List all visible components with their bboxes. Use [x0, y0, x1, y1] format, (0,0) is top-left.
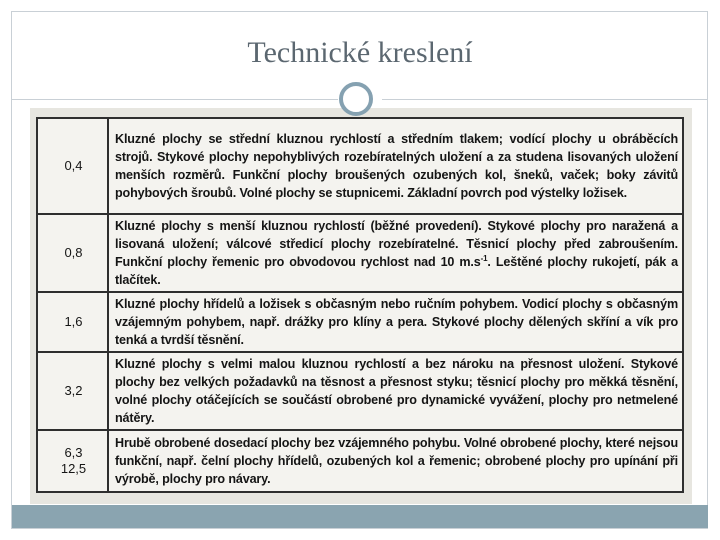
- title-divider-left: [11, 99, 338, 100]
- usage-description: Hrubě obrobené dosedací plochy bez vzájemného pohybu. Volné obrobené plochy, které nejsou funkční, např. čelní plochy hřídelů, ozubených kol a řemenic; obrobené plochy pro upínání při výrobě, plochy pro návary.: [108, 430, 683, 492]
- circle-ornament-icon: [339, 82, 373, 116]
- usage-description: Kluzné plochy se střední kluznou rychlostí a středním tlakem; vodící plochy u obráběcích strojů. Stykové plochy nepohyblivých rozebíratelných uložení a za studena lisovaných uložení menších rozměrů. Funkční plochy broušených ozubených kol, šneků, vaček; boky závitů pohybových šroubů. Volné plochy se stupnicemi. Základní povrch pod výstelky ložisek.: [108, 118, 683, 214]
- roughness-value-cell: [37, 118, 108, 214]
- roughness-value-cell: [37, 352, 108, 430]
- unit-exponent: -1: [480, 253, 488, 263]
- roughness-table: [36, 117, 684, 493]
- usage-description: [108, 214, 683, 292]
- footer-bar: [12, 505, 708, 528]
- usage-description: Kluzné plochy s velmi malou kluznou rychlostí a bez nároku na přesnost uložení. Stykové plochy bez velkých požadavků na těsnost a přesnost styku; těsnicí plochy pro měkká těsnění, volné plochy otáčejících se součástí obrobené pro dynamické vyvážení, plochy pro netmelené nátěry.: [108, 352, 683, 430]
- table-row: [37, 352, 683, 430]
- slide-title: Technické kreslení: [247, 36, 473, 69]
- table-row: [37, 118, 683, 214]
- roughness-value-cell: [37, 430, 108, 492]
- roughness-value: 0,8: [64, 245, 83, 260]
- roughness-value: 6,3: [64, 445, 83, 460]
- roughness-value: 0,4: [64, 158, 83, 173]
- usage-description-tail: . Leštěné plochy rukojetí, pák a tlačítek.: [115, 255, 678, 287]
- roughness-value: 1,6: [64, 314, 83, 329]
- table-row: [37, 430, 683, 492]
- table-row: [37, 292, 683, 352]
- roughness-value: 3,2: [64, 383, 83, 398]
- table-row: [37, 214, 683, 292]
- usage-description: Kluzné plochy hřídelů a ložisek s občasným nebo ručním pohybem. Vodicí plochy s občasným vzájemným pohybem, např. drážky pro klíny a pera. Stykové plochy dělených skříní a vík pro tenká a tvrdší těsnění.: [108, 292, 683, 352]
- roughness-value-cell: [37, 214, 108, 292]
- title-divider-right: [382, 99, 708, 100]
- roughness-value-cell: [37, 292, 108, 352]
- usage-description-text: Kluzné plochy s menší kluznou rychlostí (běžné provedení). Stykové plochy pro naražená a lisovaná uložení; válcové středicí plochy rozebíratelné. Těsnicí plochy před zabroušením. Funkční plochy řemenic pro obvodovou rychlost nad 10 m.s: [115, 219, 678, 269]
- roughness-value: 12,5: [60, 461, 87, 476]
